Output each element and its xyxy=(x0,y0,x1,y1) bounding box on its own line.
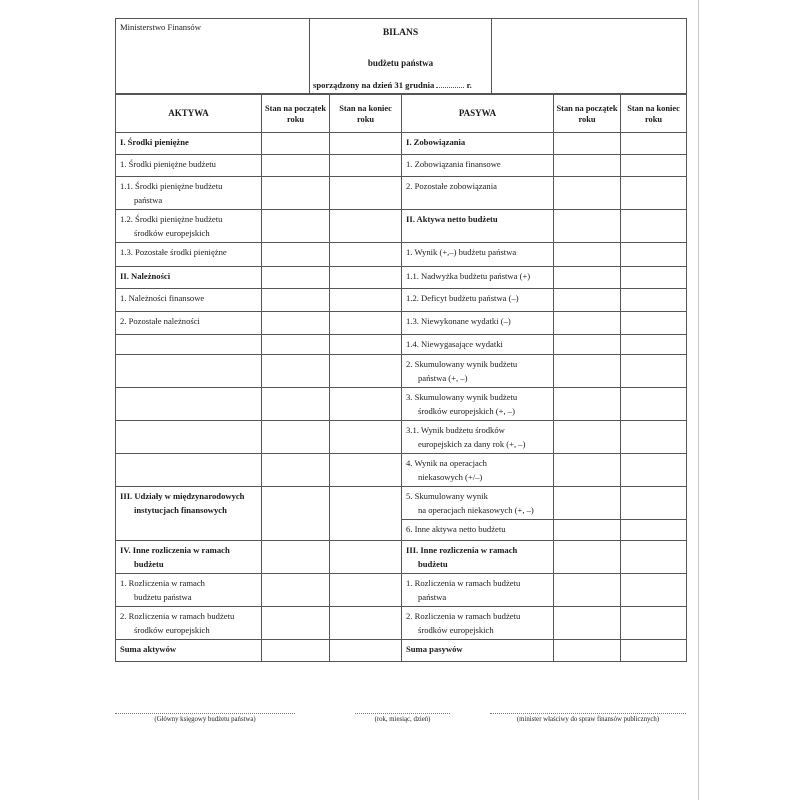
aktywa-label xyxy=(116,487,262,541)
value-cell[interactable] xyxy=(330,388,402,421)
prepared-date-line xyxy=(310,78,491,92)
header-table xyxy=(115,18,687,94)
signature-line[interactable] xyxy=(490,713,686,714)
aktywa-label xyxy=(116,607,262,640)
prepared-prefix: sporządzony na dzień 31 grudnia xyxy=(313,80,435,90)
value-cell[interactable] xyxy=(621,520,687,541)
blank-header-cell xyxy=(492,19,687,94)
aktywa-text: 1. Środki pieniężne budżetu xyxy=(120,159,216,169)
accountant-caption: (Główny księgowy budżetu państwa) xyxy=(154,716,256,723)
value-cell[interactable] xyxy=(554,607,621,640)
value-cell[interactable] xyxy=(262,177,330,210)
value-cell[interactable] xyxy=(554,487,621,520)
pasywa-text: 3. Skumulowany wynik budżetu xyxy=(406,392,518,402)
value-cell[interactable] xyxy=(554,388,621,421)
value-cell[interactable] xyxy=(554,243,621,267)
value-cell[interactable] xyxy=(621,574,687,607)
pasywa-label xyxy=(402,520,554,541)
accountant-signature xyxy=(115,713,295,723)
pasywa-text-cont: państwa (+, –) xyxy=(418,373,468,383)
aktywa-label xyxy=(116,388,262,421)
value-cell[interactable] xyxy=(621,133,687,155)
pasywa-text: 2. Rozliczenia w ramach budżetu xyxy=(406,611,521,621)
aktywa-text: Suma aktywów xyxy=(120,644,177,654)
value-cell[interactable] xyxy=(554,541,621,574)
value-cell[interactable] xyxy=(262,487,330,541)
aktywa-label xyxy=(116,421,262,454)
value-cell[interactable] xyxy=(262,210,330,243)
pasywa-label xyxy=(402,421,554,454)
table-row xyxy=(116,541,687,574)
table-row xyxy=(116,388,687,421)
aktywa-text-cont: środków europejskich xyxy=(134,228,210,238)
aktywa-text-cont: instytucjach finansowych xyxy=(134,505,227,515)
table-row xyxy=(116,607,687,640)
pasywa-text: II. Aktywa netto budżetu xyxy=(406,214,498,224)
value-cell[interactable] xyxy=(330,289,402,312)
pasywa-text-cont: środków europejskich xyxy=(418,625,494,635)
date-line[interactable] xyxy=(355,713,450,714)
value-cell[interactable] xyxy=(262,335,330,355)
ministry-cell xyxy=(116,19,310,94)
aktywa-text: I. Środki pieniężne xyxy=(120,137,189,147)
pasywa-text: 1.4. Niewygasające wydatki xyxy=(406,339,503,349)
date-signature xyxy=(355,713,450,723)
year-blank[interactable] xyxy=(436,79,464,88)
pasywa-text: 2. Pozostałe zobowiązania xyxy=(406,181,497,191)
pasywa-label xyxy=(402,289,554,312)
value-cell[interactable] xyxy=(330,454,402,487)
table-row xyxy=(116,243,687,267)
pasywa-text: 4. Wynik na operacjach xyxy=(406,458,487,468)
minister-caption: (minister właściwy do spraw finansów publicznych) xyxy=(516,716,660,723)
value-cell[interactable] xyxy=(330,335,402,355)
value-cell[interactable] xyxy=(621,312,687,335)
value-cell[interactable] xyxy=(621,155,687,177)
value-cell[interactable] xyxy=(621,454,687,487)
value-cell[interactable] xyxy=(262,267,330,289)
value-cell[interactable] xyxy=(621,421,687,454)
pasywa-label xyxy=(402,487,554,520)
aktywa-label xyxy=(116,289,262,312)
value-cell[interactable] xyxy=(262,312,330,335)
value-cell[interactable] xyxy=(262,541,330,574)
column-header-row xyxy=(116,95,687,133)
aktywa-text: III. Udziały w międzynarodowych xyxy=(120,491,245,501)
value-cell[interactable] xyxy=(554,267,621,289)
value-cell[interactable] xyxy=(621,541,687,574)
table-row xyxy=(116,133,687,155)
pasywa-text-cont: środków europejskich (+, –) xyxy=(418,406,515,416)
value-cell[interactable] xyxy=(330,133,402,155)
value-cell[interactable] xyxy=(621,210,687,243)
aktywa-label xyxy=(116,335,262,355)
table-row xyxy=(116,177,687,210)
aktywa-label xyxy=(116,355,262,388)
table-row xyxy=(116,335,687,355)
pasywa-label xyxy=(402,355,554,388)
pasywa-label xyxy=(402,210,554,243)
value-cell[interactable] xyxy=(621,388,687,421)
pasywa-label xyxy=(402,574,554,607)
ministry-name: Ministerstwo Finansów xyxy=(120,22,201,32)
date-caption: (rok, miesiąc, dzień) xyxy=(374,716,431,723)
pasywa-label xyxy=(402,335,554,355)
aktywa-text: 2. Pozostałe należności xyxy=(120,316,200,326)
table-row xyxy=(116,640,687,662)
value-cell[interactable] xyxy=(330,607,402,640)
pasywa-text: I. Zobowiązania xyxy=(406,137,466,147)
pasywa-text-cont: budżetu xyxy=(418,559,448,569)
table-row xyxy=(116,421,687,454)
table-row xyxy=(116,267,687,289)
value-cell[interactable] xyxy=(554,574,621,607)
table-row xyxy=(116,355,687,388)
pasywa-text: 1.1. Nadwyżka budżetu państwa (+) xyxy=(406,271,531,281)
aktywa-text: II. Należności xyxy=(120,271,171,281)
pasywa-label xyxy=(402,133,554,155)
signature-line[interactable] xyxy=(115,713,295,714)
aktywa-text-cont: środków europejskich xyxy=(134,625,210,635)
value-cell[interactable] xyxy=(330,355,402,388)
pasywa-label xyxy=(402,177,554,210)
value-cell[interactable] xyxy=(621,243,687,267)
value-cell[interactable] xyxy=(554,133,621,155)
pasywa-label xyxy=(402,454,554,487)
value-cell[interactable] xyxy=(621,335,687,355)
aktywa-text-cont: budżetu państwa xyxy=(134,592,192,602)
pasywa-text: 1. Rozliczenia w ramach budżetu xyxy=(406,578,521,588)
pasywa-text: 5. Skumulowany wynik xyxy=(406,491,488,501)
aktywa-text: 1.1. Środki pieniężne budżetu xyxy=(120,181,223,191)
pasywa-text: 1. Wynik (+,–) budżetu państwa xyxy=(406,247,517,257)
document-subtitle: budżetu państwa xyxy=(367,58,434,68)
pasywa-text: III. Inne rozliczenia w ramach xyxy=(406,545,518,555)
aktywa-text: 1.2. Środki pieniężne budżetu xyxy=(120,214,223,224)
value-cell[interactable] xyxy=(330,640,402,662)
aktywa-label xyxy=(116,155,262,177)
balance-sheet-form xyxy=(115,18,686,662)
pasywa-text: 2. Skumulowany wynik budżetu xyxy=(406,359,518,369)
table-row xyxy=(116,574,687,607)
pasywa-text: 6. Inne aktywa netto budżetu xyxy=(406,524,506,534)
table-row xyxy=(116,454,687,487)
value-cell[interactable] xyxy=(262,574,330,607)
value-cell[interactable] xyxy=(554,210,621,243)
aktywa-label xyxy=(116,574,262,607)
value-cell[interactable] xyxy=(262,640,330,662)
pasywa-text-cont: na operacjach niekasowych (+, –) xyxy=(418,505,534,515)
value-cell[interactable] xyxy=(262,155,330,177)
value-cell[interactable] xyxy=(554,355,621,388)
aktywa-text: 1. Należności finansowe xyxy=(120,293,205,303)
minister-signature xyxy=(490,713,686,723)
value-cell[interactable] xyxy=(554,520,621,541)
value-cell[interactable] xyxy=(262,289,330,312)
table-row xyxy=(116,487,687,520)
value-cell[interactable] xyxy=(554,421,621,454)
table-row xyxy=(116,289,687,312)
value-cell[interactable] xyxy=(330,267,402,289)
pasywa-text: 3.1. Wynik budżetu środków xyxy=(406,425,505,435)
start-year-header-left: Stan na początek roku xyxy=(262,95,330,133)
aktywa-label xyxy=(116,267,262,289)
pasywa-label xyxy=(402,155,554,177)
value-cell[interactable] xyxy=(554,155,621,177)
value-cell[interactable] xyxy=(330,243,402,267)
value-cell[interactable] xyxy=(330,421,402,454)
value-cell[interactable] xyxy=(330,155,402,177)
pasywa-label xyxy=(402,541,554,574)
aktywa-text: 1.3. Pozostałe środki pieniężne xyxy=(120,247,227,257)
value-cell[interactable] xyxy=(554,289,621,312)
value-cell[interactable] xyxy=(262,421,330,454)
end-year-header-right: Stan na koniec roku xyxy=(621,95,687,133)
aktywa-text: 2. Rozliczenia w ramach budżetu xyxy=(120,611,235,621)
value-cell[interactable] xyxy=(262,388,330,421)
pasywa-label xyxy=(402,388,554,421)
value-cell[interactable] xyxy=(621,487,687,520)
pasywa-text-cont: europejskich za dany rok (+, –) xyxy=(418,439,526,449)
pasywa-label xyxy=(402,243,554,267)
balance-table xyxy=(115,94,687,662)
pasywa-label xyxy=(402,312,554,335)
value-cell[interactable] xyxy=(330,210,402,243)
aktywa-label xyxy=(116,243,262,267)
value-cell[interactable] xyxy=(330,177,402,210)
aktywa-label xyxy=(116,454,262,487)
value-cell[interactable] xyxy=(262,133,330,155)
pasywa-text: Suma pasywów xyxy=(406,644,463,654)
pasywa-label xyxy=(402,267,554,289)
value-cell[interactable] xyxy=(621,355,687,388)
aktywa-label xyxy=(116,312,262,335)
aktywa-text: 1. Rozliczenia w ramach xyxy=(120,578,205,588)
document-title: BILANS xyxy=(382,28,419,38)
end-year-header-left: Stan na koniec roku xyxy=(330,95,402,133)
value-cell[interactable] xyxy=(554,335,621,355)
value-cell[interactable] xyxy=(554,312,621,335)
prepared-suffix: r. xyxy=(466,80,472,90)
value-cell[interactable] xyxy=(554,177,621,210)
start-year-header-right: Stan na początek roku xyxy=(554,95,621,133)
page-edge-line xyxy=(698,0,699,800)
value-cell[interactable] xyxy=(330,312,402,335)
table-row xyxy=(116,210,687,243)
value-cell[interactable] xyxy=(330,541,402,574)
aktywa-label xyxy=(116,210,262,243)
total-liabilities-label xyxy=(402,640,554,662)
aktywa-text-cont: państwa xyxy=(134,195,163,205)
aktywa-label xyxy=(116,541,262,574)
value-cell[interactable] xyxy=(621,607,687,640)
pasywa-text: 1.2. Deficyt budżetu państwa (–) xyxy=(406,293,519,303)
total-assets-label xyxy=(116,640,262,662)
pasywa-text-cont: państwa xyxy=(418,592,447,602)
value-cell[interactable] xyxy=(621,267,687,289)
pasywa-header: PASYWA xyxy=(402,95,554,133)
aktywa-text-cont: budżetu xyxy=(134,559,164,569)
value-cell[interactable] xyxy=(621,640,687,662)
value-cell[interactable] xyxy=(621,177,687,210)
value-cell[interactable] xyxy=(262,243,330,267)
pasywa-text: 1. Zobowiązania finansowe xyxy=(406,159,501,169)
value-cell[interactable] xyxy=(262,607,330,640)
pasywa-text-cont: niekasowych (+/–) xyxy=(418,472,483,482)
value-cell[interactable] xyxy=(262,454,330,487)
title-cell xyxy=(310,19,492,94)
value-cell[interactable] xyxy=(330,574,402,607)
value-cell[interactable] xyxy=(262,355,330,388)
value-cell[interactable] xyxy=(554,454,621,487)
pasywa-text: 1.3. Niewykonane wydatki (–) xyxy=(406,316,511,326)
aktywa-label xyxy=(116,133,262,155)
table-row xyxy=(116,312,687,335)
aktywa-label xyxy=(116,177,262,210)
value-cell[interactable] xyxy=(330,487,402,541)
value-cell[interactable] xyxy=(621,289,687,312)
value-cell[interactable] xyxy=(554,640,621,662)
aktywa-text: IV. Inne rozliczenia w ramach xyxy=(120,545,230,555)
aktywa-header: AKTYWA xyxy=(116,95,262,133)
pasywa-label xyxy=(402,607,554,640)
table-row xyxy=(116,155,687,177)
